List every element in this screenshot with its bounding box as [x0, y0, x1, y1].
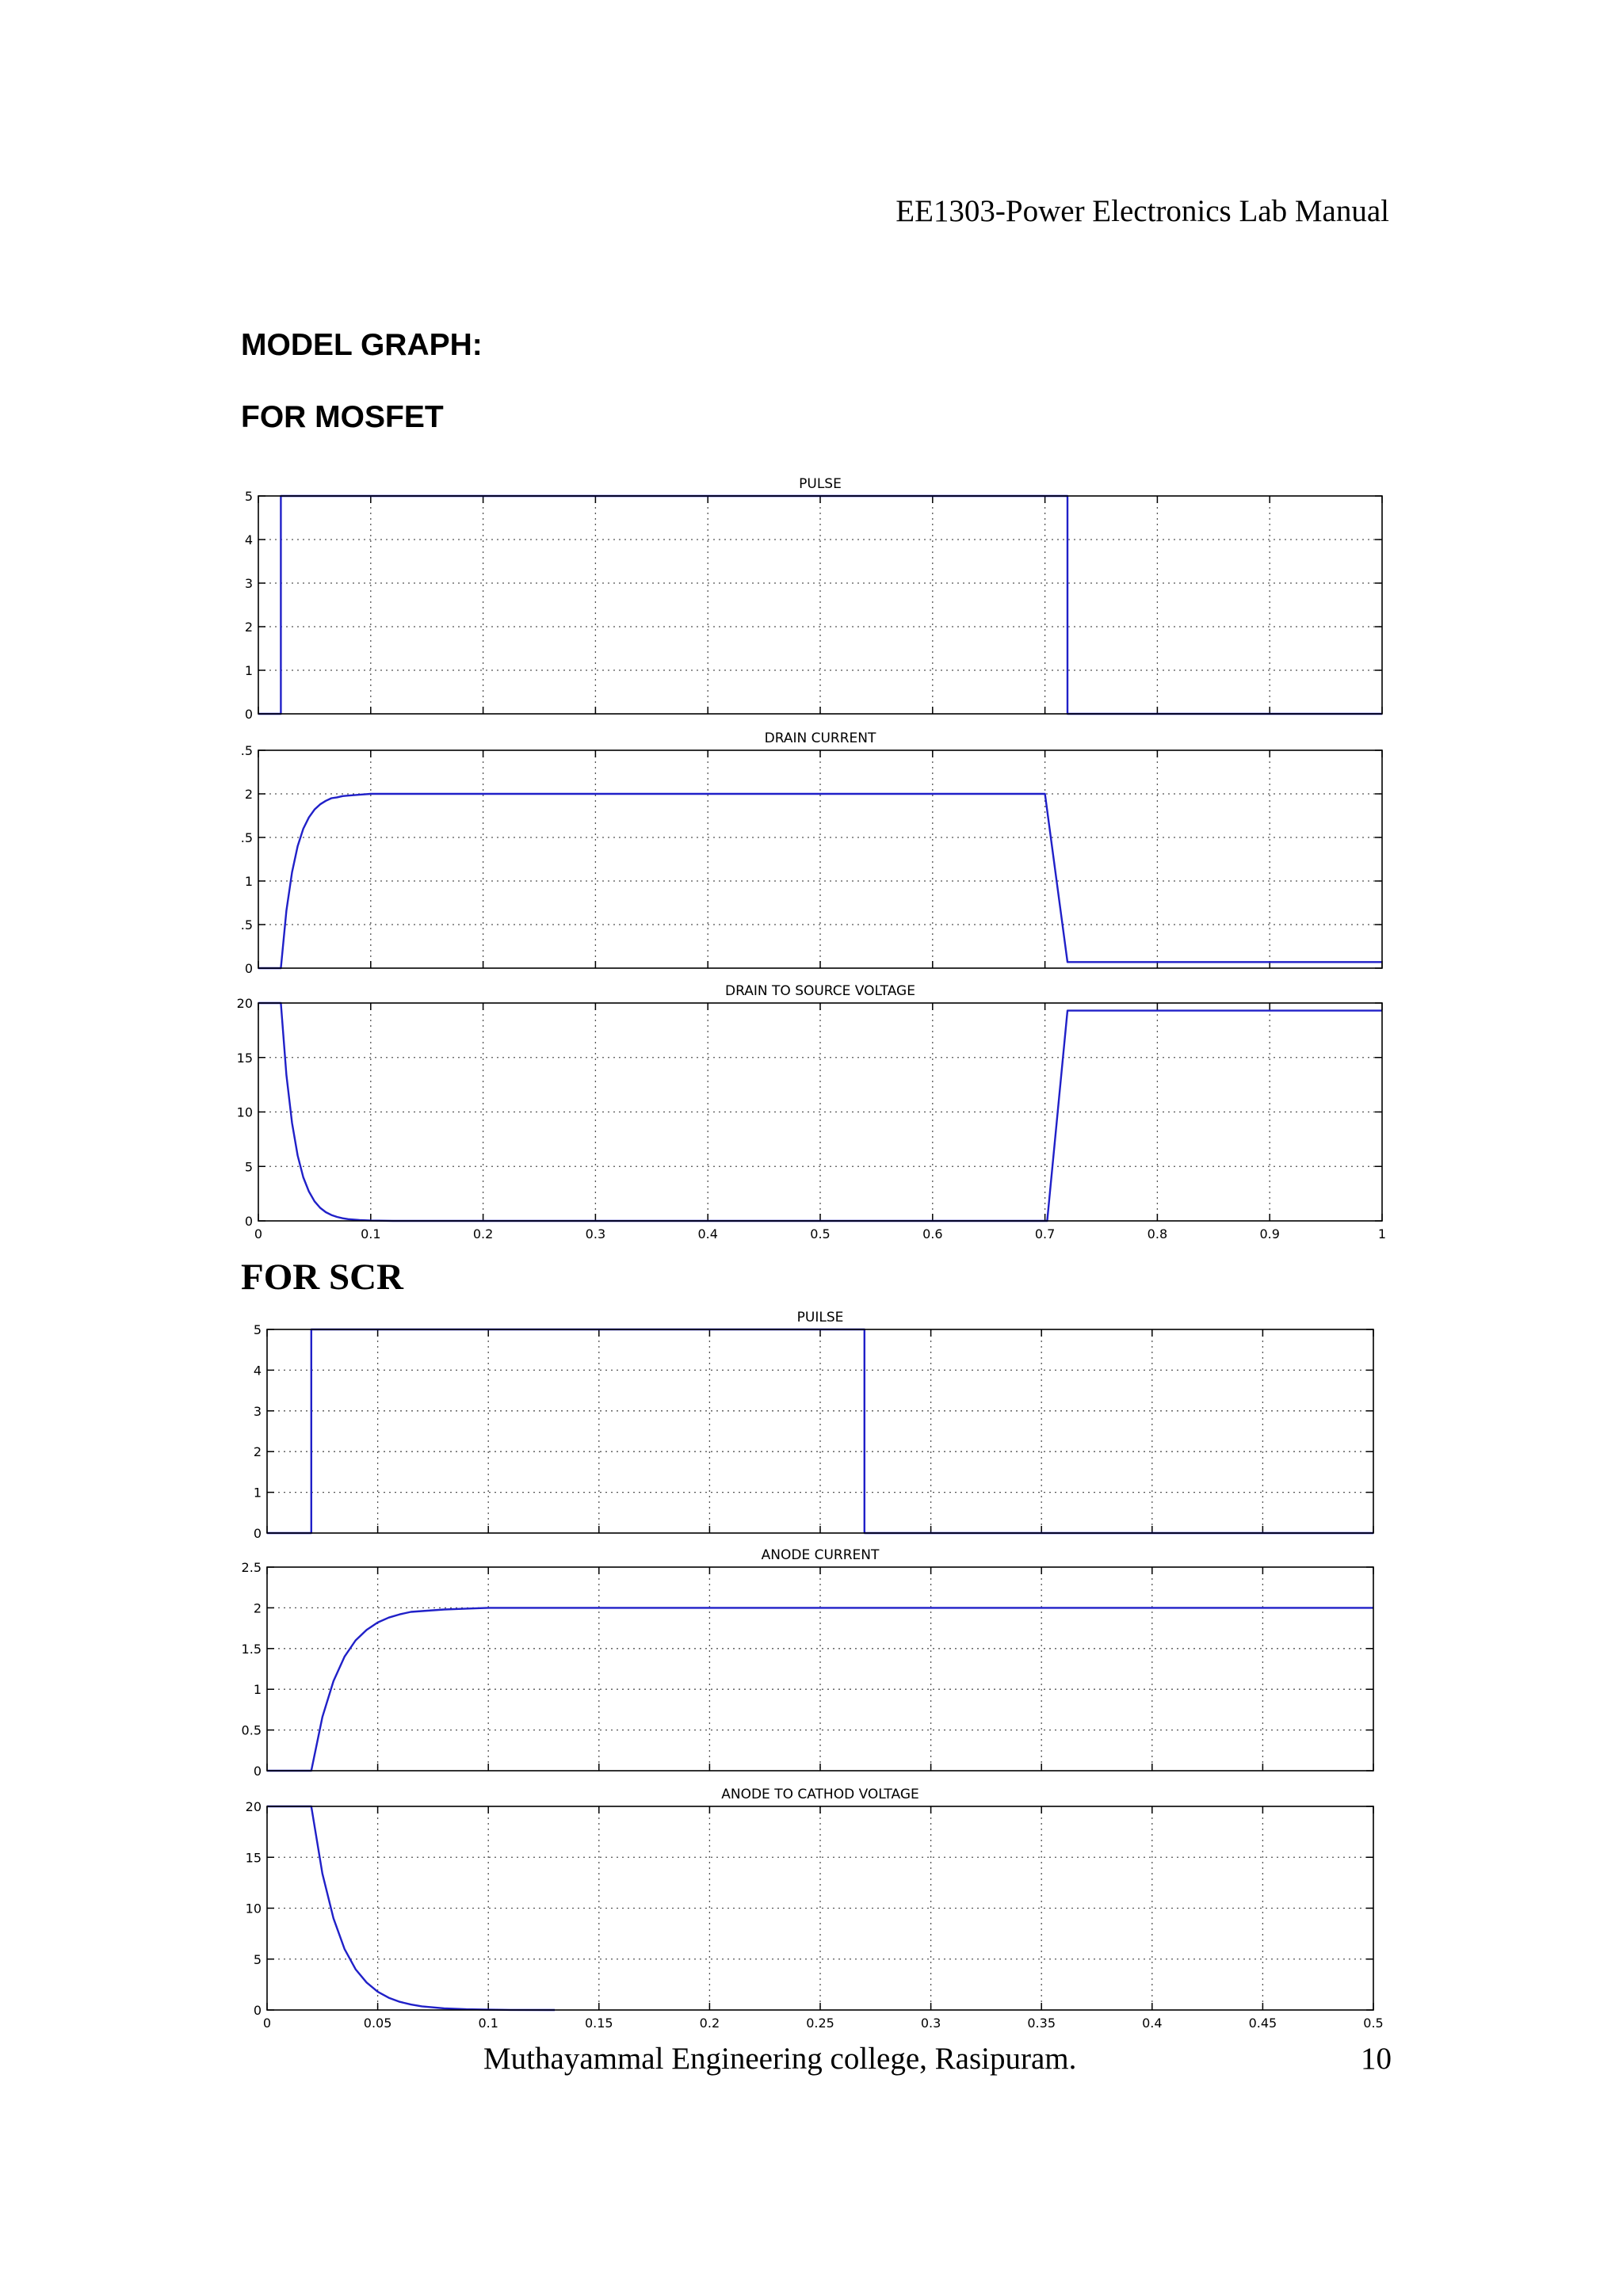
- chart6-xtick-label-3: 0.15: [584, 2016, 613, 2031]
- chart2-ytick-label-3: .5: [240, 830, 253, 845]
- chart5-ytick-label-3: 1.5: [241, 1641, 262, 1657]
- chart5-ytick-label-0: 0: [253, 1764, 262, 1779]
- chart5-ytick-label-1: 0.5: [241, 1722, 262, 1738]
- chart3-xtick-label-3: 0.3: [585, 1226, 606, 1241]
- chart3-xtick-label-2: 0.2: [472, 1226, 494, 1241]
- chart3-xtick-label-10: 1: [1377, 1226, 1387, 1241]
- chart6-ytick-label-0: 0: [253, 2003, 262, 2018]
- chart4-ytick-label-1: 1: [253, 1485, 262, 1501]
- chart4-ytick-label-5: 5: [253, 1322, 262, 1337]
- chart6-xtick-label-8: 0.4: [1142, 2016, 1163, 2031]
- chart3-xtick-label-9: 0.9: [1259, 1226, 1280, 1241]
- chart1-title: PULSE: [799, 476, 842, 492]
- chart2-ytick-label-0: 0: [244, 961, 253, 976]
- chart6-xtick-label-6: 0.3: [920, 2016, 941, 2031]
- chart1-ytick-label-0: 0: [244, 707, 253, 722]
- chart3-title: DRAIN TO SOURCE VOLTAGE: [725, 983, 915, 999]
- chart1-ytick-label-5: 5: [244, 489, 253, 504]
- chart1-axes-frame: [258, 496, 1382, 714]
- chart2-ytick-label-4: 2: [244, 787, 253, 802]
- chart2-title: DRAIN CURRENT: [764, 730, 876, 746]
- chart4-ytick-label-0: 0: [253, 1526, 262, 1541]
- chart1-ytick-label-3: 3: [244, 576, 253, 591]
- page-number: 10: [1361, 2042, 1392, 2076]
- chart6-xtick-label-9: 0.45: [1248, 2016, 1277, 2031]
- footer-college: Muthayammal Engineering college, Rasipuram.: [483, 2042, 1077, 2076]
- heading-for-mosfet: FOR MOSFET: [241, 400, 444, 434]
- chart3-xtick-label-7: 0.7: [1034, 1226, 1056, 1241]
- chart1-ytick-label-2: 2: [244, 620, 253, 635]
- chart3-xtick-label-5: 0.5: [810, 1226, 831, 1241]
- chart5-ytick-label-5: 2.5: [241, 1560, 262, 1575]
- chart4-ytick-label-2: 2: [253, 1444, 262, 1460]
- chart6-xtick-label-0: 0: [262, 2016, 272, 2031]
- chart4-ytick-label-4: 4: [253, 1363, 262, 1379]
- chart1-ytick-label-4: 4: [244, 532, 253, 547]
- chart3-xtick-label-4: 0.4: [697, 1226, 718, 1241]
- chart6-title: ANODE TO CATHOD VOLTAGE: [721, 1787, 919, 1802]
- chart2-ytick-label-5: .5: [240, 743, 253, 758]
- chart3-ytick-label-1: 5: [244, 1159, 253, 1175]
- chart5-ytick-label-4: 2: [253, 1600, 262, 1616]
- chart6-xtick-label-10: 0.5: [1363, 2016, 1384, 2031]
- chart6-ytick-label-2: 10: [245, 1901, 262, 1917]
- chart1-series-line-1: [258, 496, 1382, 714]
- chart6-xtick-label-4: 0.2: [699, 2016, 720, 2031]
- chart6-ytick-label-4: 20: [245, 1799, 262, 1814]
- chart4-ytick-label-3: 3: [253, 1403, 262, 1419]
- chart3-ytick-label-3: 15: [236, 1050, 253, 1066]
- heading-for-scr: FOR SCR: [241, 1257, 403, 1298]
- chart6-xtick-label-7: 0.35: [1027, 2016, 1056, 2031]
- chart3-ytick-label-4: 20: [236, 996, 253, 1011]
- chart6-xtick-label-1: 0.05: [363, 2016, 392, 2031]
- chart3-xtick-label-1: 0.1: [361, 1226, 381, 1241]
- chart3-xtick-label-0: 0: [254, 1226, 263, 1241]
- chart4-title: PUILSE: [796, 1310, 844, 1325]
- chart3-xtick-label-6: 0.6: [922, 1226, 943, 1241]
- chart3-ytick-label-0: 0: [244, 1214, 253, 1229]
- chart2-ytick-label-1: .5: [240, 917, 253, 933]
- chart5-title: ANODE CURRENT: [761, 1547, 880, 1563]
- chart3-ytick-label-2: 10: [236, 1104, 253, 1120]
- chart6-xtick-label-5: 0.25: [806, 2016, 834, 2031]
- chart2-axes-frame: [258, 750, 1382, 968]
- heading-model-graph: MODEL GRAPH:: [241, 328, 483, 362]
- chart5-ytick-label-2: 1: [253, 1682, 262, 1698]
- chart3-xtick-label-8: 0.8: [1147, 1226, 1168, 1241]
- chart1-ytick-label-1: 1: [244, 663, 253, 678]
- chart6-xtick-label-2: 0.1: [478, 2016, 498, 2031]
- chart6-ytick-label-1: 5: [253, 1951, 262, 1967]
- chart6-ytick-label-3: 15: [245, 1850, 262, 1866]
- page-header: EE1303-Power Electronics Lab Manual: [896, 194, 1389, 228]
- chart2-ytick-label-2: 1: [244, 874, 253, 889]
